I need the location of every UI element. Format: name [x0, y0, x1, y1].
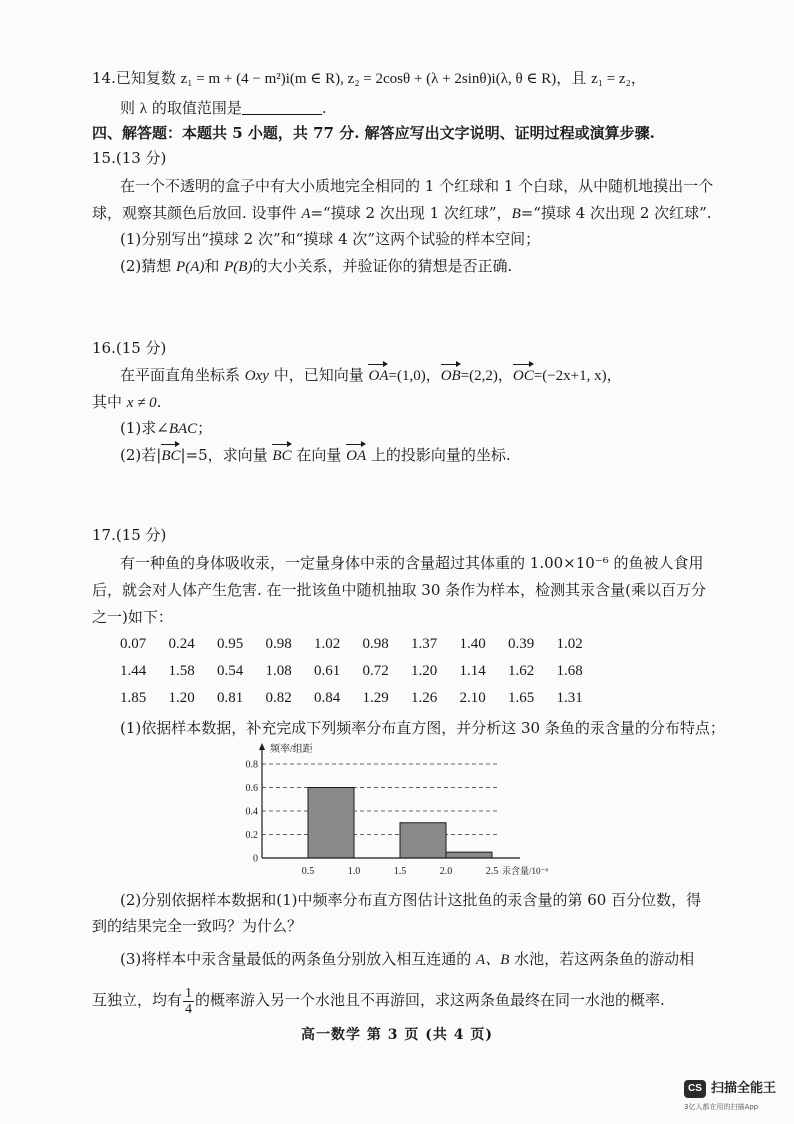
data-cell: 0.98	[362, 636, 389, 652]
q17-sub3-d: 的概率游入另一个水池且不再游回，求这两条鱼最终在同一水池的概率.	[195, 991, 665, 1009]
data-cell: 1.29	[362, 690, 389, 706]
data-cell: 2.10	[459, 690, 486, 706]
y-tick-label: 0.6	[245, 783, 258, 794]
q16-sub2-b: |=5，求向量	[180, 446, 273, 464]
q15-header: 15.(13 分)	[92, 149, 167, 167]
prob-b: P(B)	[224, 259, 253, 275]
angle-bac: ∠BAC	[156, 421, 198, 437]
data-cell: 1.40	[459, 636, 486, 652]
q16-line1-a: 在平面直角坐标系	[120, 366, 245, 384]
histogram-bar	[400, 823, 446, 858]
q17-sub3-b: 水池，若这两条鱼的游动相	[509, 950, 695, 968]
y-axis-arrow-icon	[259, 743, 265, 750]
x-tick-label: 2.0	[439, 866, 453, 877]
q17-para1: 有一种鱼的身体吸收汞，一定量身体中汞的含量超过其体重的 1.00×10⁻⁶ 的鱼被人食用	[120, 554, 704, 572]
fraction-denominator: 4	[185, 1001, 193, 1017]
q17-para3: 之一)如下：	[92, 608, 173, 626]
q14-line1	[92, 68, 646, 89]
q16-line2	[92, 392, 161, 413]
answer-blank	[242, 100, 322, 115]
q15-para1: 在一个不透明的盒子中有大小质地完全相同的 1 个红球和 1 个白球，从中随机地摸出一个	[120, 177, 714, 195]
q17-sub3-line1	[120, 949, 694, 970]
page-footer: 高一数学 第 3 页 (共 4 页)	[301, 1027, 493, 1043]
data-row-3	[120, 688, 605, 708]
data-cell: 1.62	[508, 663, 535, 679]
x-tick-label: 1.5	[393, 866, 407, 877]
data-cell: 0.81	[217, 690, 244, 706]
fraction-one-quarter	[183, 986, 194, 1017]
q15-sub2-c: 的大小关系，并验证你的猜想是否正确.	[252, 257, 513, 275]
q15-para2-a: 球，观察其颜色后放回. 设事件	[92, 204, 302, 222]
data-cell: 0.95	[217, 636, 244, 652]
q17-para2: 后，就会对人体产生危害. 在一批该鱼中随机抽取 30 条作为样本，检测其汞含量(乘以百万分	[92, 581, 707, 599]
section-title: 四、解答题：本题共 5 小题，共 77 分. 解答应写出文字说明、证明过程或演算步骤.	[92, 124, 655, 142]
q14-number: 14.	[92, 69, 116, 87]
q16-sub1	[120, 418, 212, 439]
vector-oa-2: OA	[346, 448, 367, 464]
q16-line2-b: .	[156, 393, 162, 411]
vector-bc-2: BC	[272, 448, 292, 464]
histogram-grid	[262, 764, 498, 835]
vector-oc: OC	[512, 368, 534, 384]
x-tick-label: 0.5	[301, 866, 315, 877]
q14-text-b: ，且	[556, 69, 592, 87]
data-cell: 1.58	[168, 663, 195, 679]
q15-para2-b: =“摸球 2 次出现 1 次红球”，	[310, 204, 512, 222]
q15-sub2-a: (2)猜想	[120, 257, 177, 275]
y-tick-label: 0.4	[245, 806, 258, 818]
data-cell: 0.24	[168, 636, 195, 652]
data-cell: 1.44	[120, 663, 147, 679]
data-cell: 1.02	[556, 636, 583, 652]
q14-line2-c: .	[321, 99, 327, 117]
y-tick-label: 0	[253, 853, 258, 865]
data-row-1	[120, 634, 605, 654]
camscanner-logo-icon: CS	[684, 1080, 706, 1098]
histogram-bars	[308, 788, 492, 859]
q15-para2-c: =“摸球 4 次出现 2 次红球”.	[520, 204, 712, 222]
vector-oc-value: =(−2x+1, x)，	[533, 368, 622, 384]
q16-sub2-a: (2)若|	[120, 446, 162, 464]
q17-sub2-line2: 到的结果完全一致吗？为什么？	[92, 917, 303, 935]
data-cell: 0.84	[314, 690, 341, 706]
q16-sub2	[120, 445, 511, 466]
histogram-bar	[446, 852, 492, 858]
q17-sub3-c: 互独立，均有	[92, 991, 183, 1009]
vector-bc: BC	[161, 448, 181, 464]
q14-line2	[120, 98, 327, 119]
fraction-numerator: 1	[185, 985, 193, 1001]
q17-sub3-line2	[92, 985, 665, 1017]
data-cell: 1.37	[411, 636, 438, 652]
data-cell: 1.20	[168, 690, 195, 706]
q16-line1	[120, 365, 622, 386]
y-tick-label: 0.8	[245, 759, 258, 771]
vector-oa-value: =(1,0)，	[388, 368, 441, 384]
data-cell: 1.68	[556, 663, 583, 679]
q17-sub1: (1)依据样本数据，补充完成下列频率分布直方图，并分析这 30 条鱼的汞含量的分布特点；	[120, 719, 725, 737]
prob-a: P(A)	[176, 259, 205, 275]
x-condition: x ≠ 0	[126, 395, 157, 411]
data-cell: 1.08	[265, 663, 292, 679]
data-cell: 1.02	[314, 636, 341, 652]
q14-lambda: λ	[139, 101, 148, 117]
data-cell: 1.14	[459, 663, 486, 679]
q16-line2-a: 其中	[92, 393, 127, 411]
q16-line1-b: 中，已知向量	[268, 366, 369, 384]
q15-sub2-b: 和	[204, 257, 225, 275]
q15-sub1: (1)分别写出“摸球 2 次”和“摸球 4 次”这两个试验的样本空间；	[120, 230, 541, 248]
q17-sub2-line1: (2)分别依据样本数据和(1)中频率分布直方图估计这批鱼的汞含量的第 60 百分位数，得	[120, 891, 702, 909]
data-cell: 0.54	[217, 663, 244, 679]
frequency-histogram	[228, 738, 588, 880]
watermark-title: 扫描全能王	[711, 1081, 777, 1096]
data-cell: 1.65	[508, 690, 535, 706]
histogram-labels	[246, 742, 549, 877]
vector-ob: OB	[440, 368, 461, 384]
vector-oa: OA	[368, 368, 389, 384]
q16-sub2-d: 上的投影向量的坐标.	[366, 446, 511, 464]
coord-system: Oxy	[244, 368, 269, 384]
data-cell: 0.82	[265, 690, 292, 706]
data-cell: 0.98	[265, 636, 292, 652]
pool-names: A、B	[476, 952, 510, 968]
data-cell: 1.31	[556, 690, 583, 706]
y-tick-label: 0.2	[245, 830, 258, 841]
q14-math-eq: z₁ = z₂	[591, 71, 631, 87]
event-a: A	[301, 206, 311, 222]
y-axis-label: 频率/组距	[270, 744, 313, 755]
q15-sub2	[120, 256, 512, 277]
data-cell: 0.07	[120, 636, 147, 652]
x-axis-label: 汞含量/10⁻⁶	[502, 866, 549, 876]
data-cell: 1.20	[411, 663, 438, 679]
q14-line2-b: 的取值范围是	[147, 99, 242, 117]
q16-sub1-b: ；	[197, 419, 213, 437]
data-cell: 0.61	[314, 663, 341, 679]
data-cell: 0.39	[508, 636, 535, 652]
histogram-axes	[259, 743, 520, 858]
q14-text-a: 已知复数	[115, 69, 181, 87]
histogram-bar	[308, 788, 354, 859]
data-row-2	[120, 661, 605, 681]
data-cell: 1.85	[120, 690, 147, 706]
q16-sub1-a: (1)求	[120, 419, 157, 437]
q16-sub2-c: 在向量	[291, 446, 347, 464]
q14-line2-a: 则	[120, 99, 140, 117]
data-cell: 1.26	[411, 690, 438, 706]
q16-header: 16.(15 分)	[92, 339, 167, 357]
vector-ob-value: =(2,2)，	[460, 368, 513, 384]
x-tick-label: 1.0	[347, 866, 361, 877]
q14-math-z: z₁ = m + (4 − m²)i(m ∈ R), z₂ = 2cosθ + (λ + 2sinθ)i(λ, θ ∈ R)	[180, 71, 557, 87]
event-b: B	[511, 206, 521, 222]
x-tick-label: 2.5	[485, 866, 499, 877]
q17-sub3-a: (3)将样本中汞含量最低的两条鱼分别放入相互连通的	[120, 950, 477, 968]
q15-para2	[92, 203, 712, 224]
watermark-subtitle: 3亿人都在用的扫描App	[684, 1103, 759, 1111]
q17-header: 17.(15 分)	[92, 526, 167, 544]
q14-text-c: ，	[630, 69, 646, 87]
data-cell: 0.72	[362, 663, 389, 679]
